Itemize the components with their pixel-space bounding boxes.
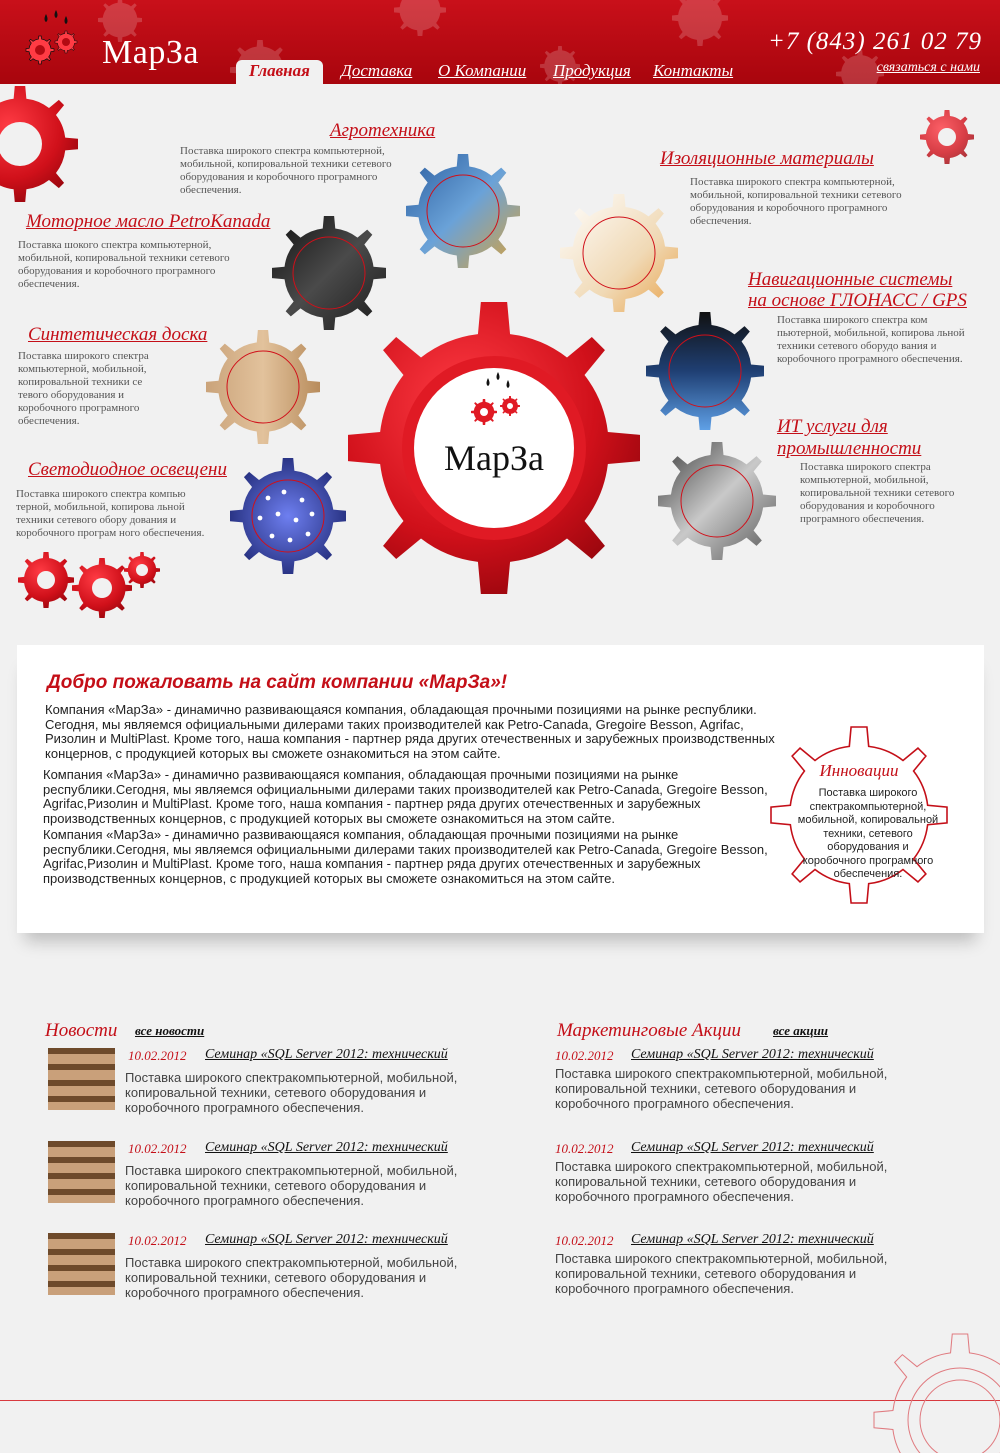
footer-gear-icon: [870, 1330, 1000, 1453]
category-image-deck[interactable]: [204, 328, 322, 446]
gears-logo-icon: [22, 10, 102, 72]
category-image-insulation[interactable]: [558, 192, 680, 314]
decorative-gear-icon: [0, 74, 90, 214]
news-headline[interactable]: Семинар «SQL Server 2012: технический: [205, 1232, 448, 1247]
news-text: Поставка широкого спектракомпьютерной, мобильной, копировальной техники, сетевого оборудования и коробочного програмного обеспечения.: [125, 1163, 458, 1208]
promo-text: Поставка широкого спектракомпьютерной, мобильной, копировальной техники, сетевого оборудования и коробочного програмного обеспечения.: [555, 1159, 888, 1204]
news-date: 10.02.2012: [128, 1048, 187, 1063]
site-logo[interactable]: [22, 10, 202, 72]
category-image-agro[interactable]: [404, 152, 522, 270]
promo-item[interactable]: [555, 1048, 995, 1118]
category-desc-oil: Поставка шокого спектра компьютерной, мобильной, копировальной техники сетевого оборудования и коробочного програмного обеспечения.: [18, 239, 230, 290]
hero-section: [0, 84, 1000, 640]
nav-item-home[interactable]: Главная: [236, 60, 323, 84]
promo-item[interactable]: [555, 1141, 995, 1211]
news-thumbnail[interactable]: [48, 1141, 115, 1203]
news-thumbnail[interactable]: [48, 1048, 115, 1110]
promo-text: Поставка широкого спектракомпьютерной, мобильной, копировальной техники, сетевого оборудования и коробочного програмного обеспечения.: [555, 1066, 888, 1111]
footer-divider: [0, 1400, 1000, 1401]
contact-us-link[interactable]: связаться с нами: [876, 60, 980, 75]
category-desc-agro: Поставка широкого спектра компьютерной, мобильной, копировальной техники сетевого оборудования и коробочного програмного обеспечения.: [180, 145, 392, 196]
phone-number: +7 (843) 261 02 79: [767, 28, 982, 55]
category-image-oil[interactable]: [270, 214, 388, 332]
decorative-gears-icon: [16, 546, 166, 626]
welcome-paragraph: Компания «МарЗа» - динамично развивающаяся компания, обладающая прочными позициями на рынке республики.Сегодня, мы являемся официальными дилерами таких производителей как Petro-Canada, Gregoire Besson, Agrifac,Ризолин и MultiPlast. Кроме того, наша компания - партнер ряда других отечественных и зарубежных производственных концернов, с продукцией которых вы сможете ознакомиться на этом сайте.: [43, 767, 768, 826]
category-desc-deck: Поставка широкого спектра компьютерной, мобильной, копировальной техники се тевого оборудования и коробочного програмного обеспечения.: [18, 350, 149, 427]
promo-date: 10.02.2012: [555, 1141, 614, 1156]
site-header: [0, 0, 1000, 84]
news-title: Новости: [45, 1020, 118, 1041]
welcome-paragraph: Компания «МарЗа» - динамично развивающаяся компания, обладающая прочными позициями на рынке республики.Сегодня, мы являемся официальными дилерами таких производителей как Petro-Canada, Gregoire Besson, Agrifac,Ризолин и MultiPlast. Кроме того, наша компания - партнер ряда других отечественных и зарубежных производственных концернов, с продукцией которых вы сможете ознакомиться на этом сайте.: [43, 827, 768, 886]
promo-date: 10.02.2012: [555, 1233, 614, 1248]
nav-item-contacts[interactable]: Контакты: [653, 61, 734, 80]
welcome-section: [17, 645, 984, 933]
nav-item-about[interactable]: О Компании: [438, 61, 527, 80]
category-title-agro[interactable]: Агротехника: [330, 120, 436, 141]
promo-headline[interactable]: Семинар «SQL Server 2012: технический: [631, 1047, 874, 1062]
news-thumbnail[interactable]: [48, 1233, 115, 1295]
news-text: Поставка широкого спектракомпьютерной, мобильной, копировальной техники, сетевого оборудования и коробочного програмного обеспечения.: [125, 1255, 458, 1300]
category-title-it-line2[interactable]: промышленности: [777, 438, 922, 459]
news-item[interactable]: [48, 1233, 488, 1303]
decorative-gear-icon: [918, 108, 976, 166]
innovations-text: Поставка широкого спектракомпьютерной, мобильной, копировальной техники, сетевого оборудования и коробочного програмного обеспечения.: [797, 787, 939, 880]
promo-text: Поставка широкого спектракомпьютерной, мобильной, копировальной техники, сетевого оборудования и коробочного програмного обеспечения.: [555, 1251, 888, 1296]
nav-item-products[interactable]: Продукция: [553, 61, 631, 80]
category-title-it[interactable]: ИТ услуги для: [777, 416, 888, 437]
center-logo-text: МарЗа: [443, 438, 545, 478]
promo-headline[interactable]: Семинар «SQL Server 2012: технический: [631, 1232, 874, 1247]
nav-item-delivery[interactable]: Доставка: [341, 61, 413, 80]
category-desc-insulation: Поставка широкого спектра компьютерной, мобильной, копировальной техники сетевого оборудования и коробочного програмного обеспечения.: [690, 176, 902, 227]
category-desc-led: Поставка широкого спектра компью терной, мобильной, копирова льной техники сетевого обору дования и коробочного програм ного обеспечения.: [16, 488, 205, 539]
news-text: Поставка широкого спектракомпьютерной, мобильной, копировальной техники, сетевого оборудования и коробочного програмного обеспечения.: [125, 1070, 458, 1115]
category-title-deck[interactable]: Синтетическая доска: [28, 324, 208, 345]
category-title-insulation[interactable]: Изоляционные материалы: [660, 148, 874, 169]
news-item[interactable]: [48, 1141, 488, 1211]
category-title-oil[interactable]: Моторное масло PetroKanada: [26, 211, 271, 232]
promo-headline[interactable]: Семинар «SQL Server 2012: технический: [631, 1140, 874, 1155]
central-logo-gear: [344, 298, 644, 598]
logo-text: МарЗа: [102, 34, 199, 71]
news-date: 10.02.2012: [128, 1141, 187, 1156]
promo-date: 10.02.2012: [555, 1048, 614, 1063]
category-image-navigation[interactable]: [644, 310, 766, 432]
category-title-led[interactable]: Светодиодное освещени: [28, 459, 227, 480]
promos-title: Маркетинговые Акции: [557, 1020, 742, 1041]
news-date: 10.02.2012: [128, 1233, 187, 1248]
category-desc-navigation: Поставка широкого спектра ком пьютерной, мобильной, копирова льной техники сетевого оборудо вания и коробочного програмного обеспечения.: [777, 314, 965, 365]
all-news-link[interactable]: все новости: [135, 1023, 205, 1038]
innovations-badge[interactable]: [769, 719, 949, 911]
news-item[interactable]: [48, 1048, 488, 1118]
news-headline[interactable]: Семинар «SQL Server 2012: технический: [205, 1140, 448, 1155]
innovations-title: Инновации: [819, 761, 899, 780]
promo-item[interactable]: [555, 1233, 995, 1303]
category-image-it[interactable]: [656, 440, 778, 562]
welcome-paragraph: Компания «МарЗа» - динамично развивающаяся компания, обладающая прочными позициями на рынке республики. Сегодня, мы являемся официальными дилерами таких производителей как Petro-Canada, Gregoire Besson, Agrifac, Ризолин и MultiPlast. Кроме того, наша компания - партнер ряда других отечественных и зарубежных производственных концернов, с продукцией которых вы сможете ознакомиться на этом сайте.: [45, 702, 775, 761]
category-title-navigation-line2[interactable]: на основе ГЛОНАСС / GPS: [748, 290, 967, 311]
category-title-navigation[interactable]: Навигационные системы: [748, 269, 953, 290]
news-headline[interactable]: Семинар «SQL Server 2012: технический: [205, 1047, 448, 1062]
all-promos-link[interactable]: все акции: [773, 1023, 829, 1038]
category-desc-it: Поставка широкого спектра компьютерной, мобильной, копировальной техники сетевого оборудования и коробочного програмного обеспечения.: [800, 461, 955, 525]
category-image-led[interactable]: [228, 456, 348, 576]
welcome-title: Добро пожаловать на сайт компании «МарЗа»!: [47, 672, 508, 693]
